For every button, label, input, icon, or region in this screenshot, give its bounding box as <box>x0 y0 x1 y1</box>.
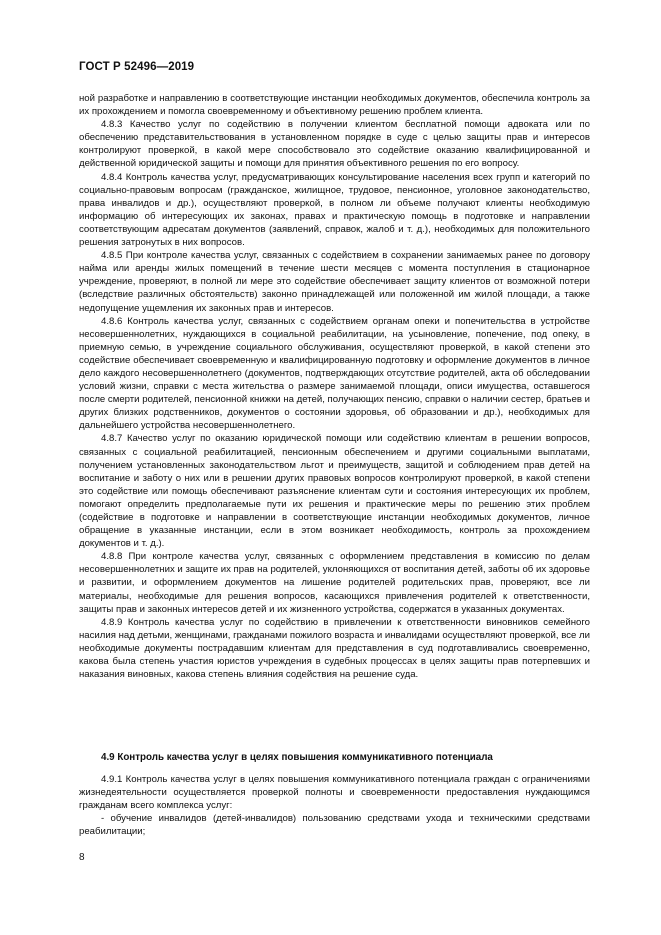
body-text <box>79 92 590 681</box>
paragraph-4-8-9: 4.8.9 Контроль качества услуг по содействию в привлечении к ответственности виновников семейного насилия над детьми, женщинами, гражданами пожилого возраста и инвалидами осуществляют проверкой, все ли необходимые документы пострадавшим клиентам для представления в суд подготавливались своевременно, какова была степень участия юристов учреждения в судебных процессах в целях защиты прав потерпевших и наказания виновных, какова степень влияния содействия на решение суда. <box>79 616 590 681</box>
section-4-9-text <box>79 773 590 838</box>
paragraph-4-8-8: 4.8.8 При контроле качества услуг, связанных с оформлением представления в комиссию по делам несовершеннолетних и защите их прав на родителей, уклоняющихся от воспитания детей, заботы об их здоровье и развитии, и оформлением документов на лишение родителей родительских прав, проверяют, все ли материалы, необходимые для решения вопросов, касающихся привлечения родителей к ответственности, защиты прав и законных интересов детей и их жизненного устройства, содержатся в указанных документах. <box>79 551 591 615</box>
paragraph-4-8-4: 4.8.4 Контроль качества услуг, предусматривающих консультирование населения всех групп и категорий по социально-правовым вопросам (гражданское, жилищное, трудовое, пенсионное, уголовное законодательство, права инвалидов и др.), осуществляют проверкой, в полном ли объеме получают клиенты необходимую информацию об интересующих их законах, правах и практическую помощь в подготовке и направлении соответствующим адресатам документов (заявлений, справок, жалоб и т. д.), необходимых для положительного решения затронутых в них вопросов. <box>79 171 590 249</box>
document-header: ГОСТ Р 52496—2019 <box>79 61 195 73</box>
section-heading-4-9: 4.9 Контроль качества услуг в целях повышения коммуникативного потенциала <box>101 752 493 763</box>
paragraph-4-9-1: 4.9.1 Контроль качества услуг в целях повышения коммуникативного потенциала граждан с ограничениями жизнедеятельности осуществляется проверкой полноты и своевременности предоставления нуждающимся гражданам всего комплекса услуг: <box>79 774 590 812</box>
paragraph-4-8-3: 4.8.3 Качество услуг по содействию в получении клиентом бесплатной помощи адвоката или по обеспечению представительствования в установленном порядке в суде с целью защиты прав и интересов контролируют проверкой, в какой мере способствовало это содействие оказанию квалифицированной и действенной юридической защиты и помощи для принятия объективного решения по его вопросу. <box>79 119 590 170</box>
paragraph-4-8-7: 4.8.7 Качество услуг по оказанию юридической помощи или содействию клиентам в решении вопросов, связанных с социальной реабилитацией, пенсионным обеспечением и другими социальными выплатами, получением установленных законодательством льгот и преимуществ, защитой и соблюдением прав детей на воспитание и заботу о них или в решении других правовых вопросов контролируют проверкой, в какой степени это содействие или помощь обеспечивают разъяснение клиентам сути и состояния интересующих их проблем, помогают определить предполагаемые пути их решения и практические меры по решению этих проблем (содействие в подготовке и направлении в соответствующие инстанции необходимых документов, личное обращение в указанные инстанции, если в этом возникает необходимость, контроль за прохождением документов и т. д.). <box>79 433 590 550</box>
paragraph-continuation: ной разработке и направлению в соответствующие инстанции необходимых документов, обеспечила контроль за их прохождением и помогла своевременному и объективному решению проблем клиента. <box>79 93 590 118</box>
paragraph-4-8-5: 4.8.5 При контроле качества услуг, связанных с содействием в сохранении занимаемых ранее по договору найма или аренды жилых помещений в течение шести месяцев с момента поступления в стационарное учреждение, проверяют, в полной ли мере это содействие обеспечивает защиту клиентов от возможной потери (вследствие различных обстоятельств) законно принадлежащей или положенной им жилой площади, а также недопущение ущемления их законных прав и интересов. <box>79 250 590 314</box>
page-number: 8 <box>79 852 85 863</box>
list-item: - обучение инвалидов (детей-инвалидов) пользованию средствами ухода и техническими средствами реабилитации; <box>79 813 590 838</box>
paragraph-4-8-6: 4.8.6 Контроль качества услуг, связанных с содействием органам опеки и попечительства в устройстве несовершеннолетних, нуждающихся в социальной реабилитации, на усыновление, попечение, под опеку, в приемную семью, в учреждение социального обслуживания, осуществляют проверкой, в какой степени это содействие обеспечивает своевременную и квалифицированную подготовку и оформление документов в личное дело каждого несовершеннолетнего (документов, подтверждающих отсутствие родителей, акта об обследовании условий жизни, справки с места жительства о размере занимаемой площади, описи имущества, оставшегося после смерти родителей, пенсионной книжки на детей, получающих пенсию, справки о наличии сестер, братьев и других близких родственников, документов о состоянии здоровья, об образовании и др.), необходимых для дальнейшего устройства несовершеннолетнего. <box>79 315 590 432</box>
